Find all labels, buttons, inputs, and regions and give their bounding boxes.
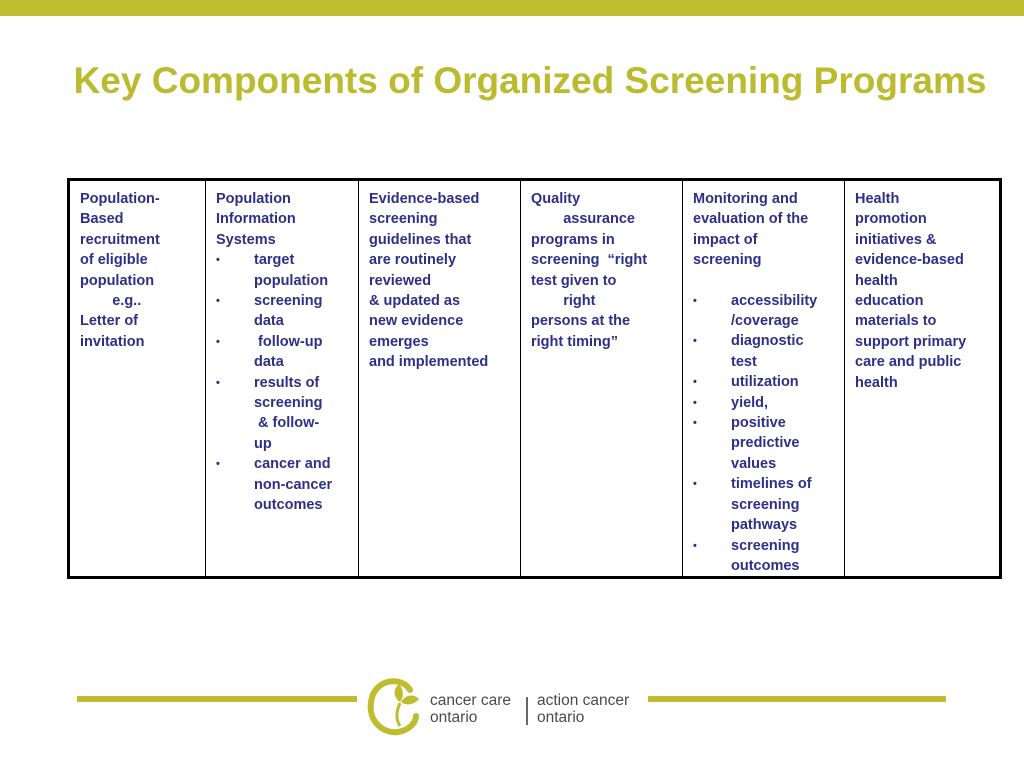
bullet-text: diagnostic test: [731, 333, 804, 370]
cell-text: Evidence-based screening guidelines that are routinely reviewed & updated as new evidence emerges and implemented: [369, 191, 489, 371]
logo-line: cancer care: [430, 692, 511, 709]
components-table: [67, 178, 1002, 579]
bullet-icon: •: [693, 478, 697, 491]
bullet-icon: •: [693, 376, 697, 389]
list-item: [693, 372, 840, 392]
logo-line: ontario: [537, 709, 585, 726]
cell-text: Health promotion initiatives & evidence-based health education materials to support primary care and public health: [855, 191, 967, 391]
spacer: [693, 271, 840, 291]
bullet-text: screening data: [254, 293, 323, 330]
cell-evidence-based-guidelines: [359, 180, 521, 578]
cell-monitoring-evaluation: [683, 180, 845, 578]
bullet-icon: •: [693, 417, 697, 430]
cell-population-recruitment: [69, 180, 206, 578]
slide-title: Key Components of Organized Screening Programs: [73, 60, 987, 101]
bullet-text: cancer and non-cancer outcomes: [254, 456, 333, 514]
bullet-icon: •: [693, 294, 697, 307]
logo-text-action-cancer-ontario: [537, 692, 629, 726]
cell-heading: Population Information Systems: [216, 191, 296, 248]
bullet-icon: •: [693, 396, 697, 409]
bullet-icon: •: [216, 335, 220, 348]
bullet-icon: •: [693, 335, 697, 348]
list-item: [693, 393, 840, 413]
logo-line: action cancer: [537, 692, 630, 709]
bullet-text: target population: [254, 252, 329, 289]
bullet-icon: •: [216, 295, 220, 308]
list-item: [693, 291, 840, 332]
bullet-text: accessibility /coverage: [731, 292, 818, 330]
logo-divider: [526, 697, 528, 725]
list-item: [693, 536, 840, 577]
cell-text: Quality assurance programs in screening “right test given to right persons at the right timing”: [531, 191, 648, 350]
bullet-icon: •: [216, 376, 220, 389]
bullet-icon: •: [216, 254, 220, 267]
bullet-text: follow-up data: [254, 333, 323, 371]
bullet-text: yield,: [731, 394, 769, 411]
bullet-text: screening outcomes: [731, 537, 800, 574]
footer-bar-right: [648, 696, 946, 702]
bullet-list: [216, 250, 354, 515]
bullet-list: [693, 291, 840, 577]
cell-population-information-systems: [206, 180, 359, 578]
list-item: [693, 474, 840, 535]
cancer-care-ontario-logo-icon: [366, 672, 422, 736]
footer-bar-left: [77, 696, 357, 702]
bullet-icon: •: [216, 458, 220, 471]
bullet-text: positive predictive values: [731, 415, 800, 472]
list-item: [216, 291, 354, 332]
logo-text-cancer-care-ontario: [430, 692, 511, 726]
top-accent-bar: [0, 0, 1024, 16]
list-item: [216, 250, 354, 291]
list-item: [693, 413, 840, 474]
cell-health-promotion: [845, 180, 1001, 578]
cell-text: Population- Based recruitment of eligible population e.g.. Letter of invitation: [80, 191, 160, 350]
list-item: [216, 454, 354, 515]
bullet-text: utilization: [731, 374, 799, 391]
cell-heading: Monitoring and evaluation of the impact of screening: [693, 191, 809, 269]
bullet-text: timelines of screening pathways: [731, 476, 812, 534]
bullet-icon: •: [693, 539, 697, 552]
bullet-text: results of screening & follow- up: [254, 374, 323, 452]
table-row: [69, 180, 1001, 578]
cell-quality-assurance: [521, 180, 683, 578]
list-item: [216, 332, 354, 373]
list-item: [216, 373, 354, 455]
logo-line: ontario: [430, 709, 478, 726]
list-item: [693, 331, 840, 372]
